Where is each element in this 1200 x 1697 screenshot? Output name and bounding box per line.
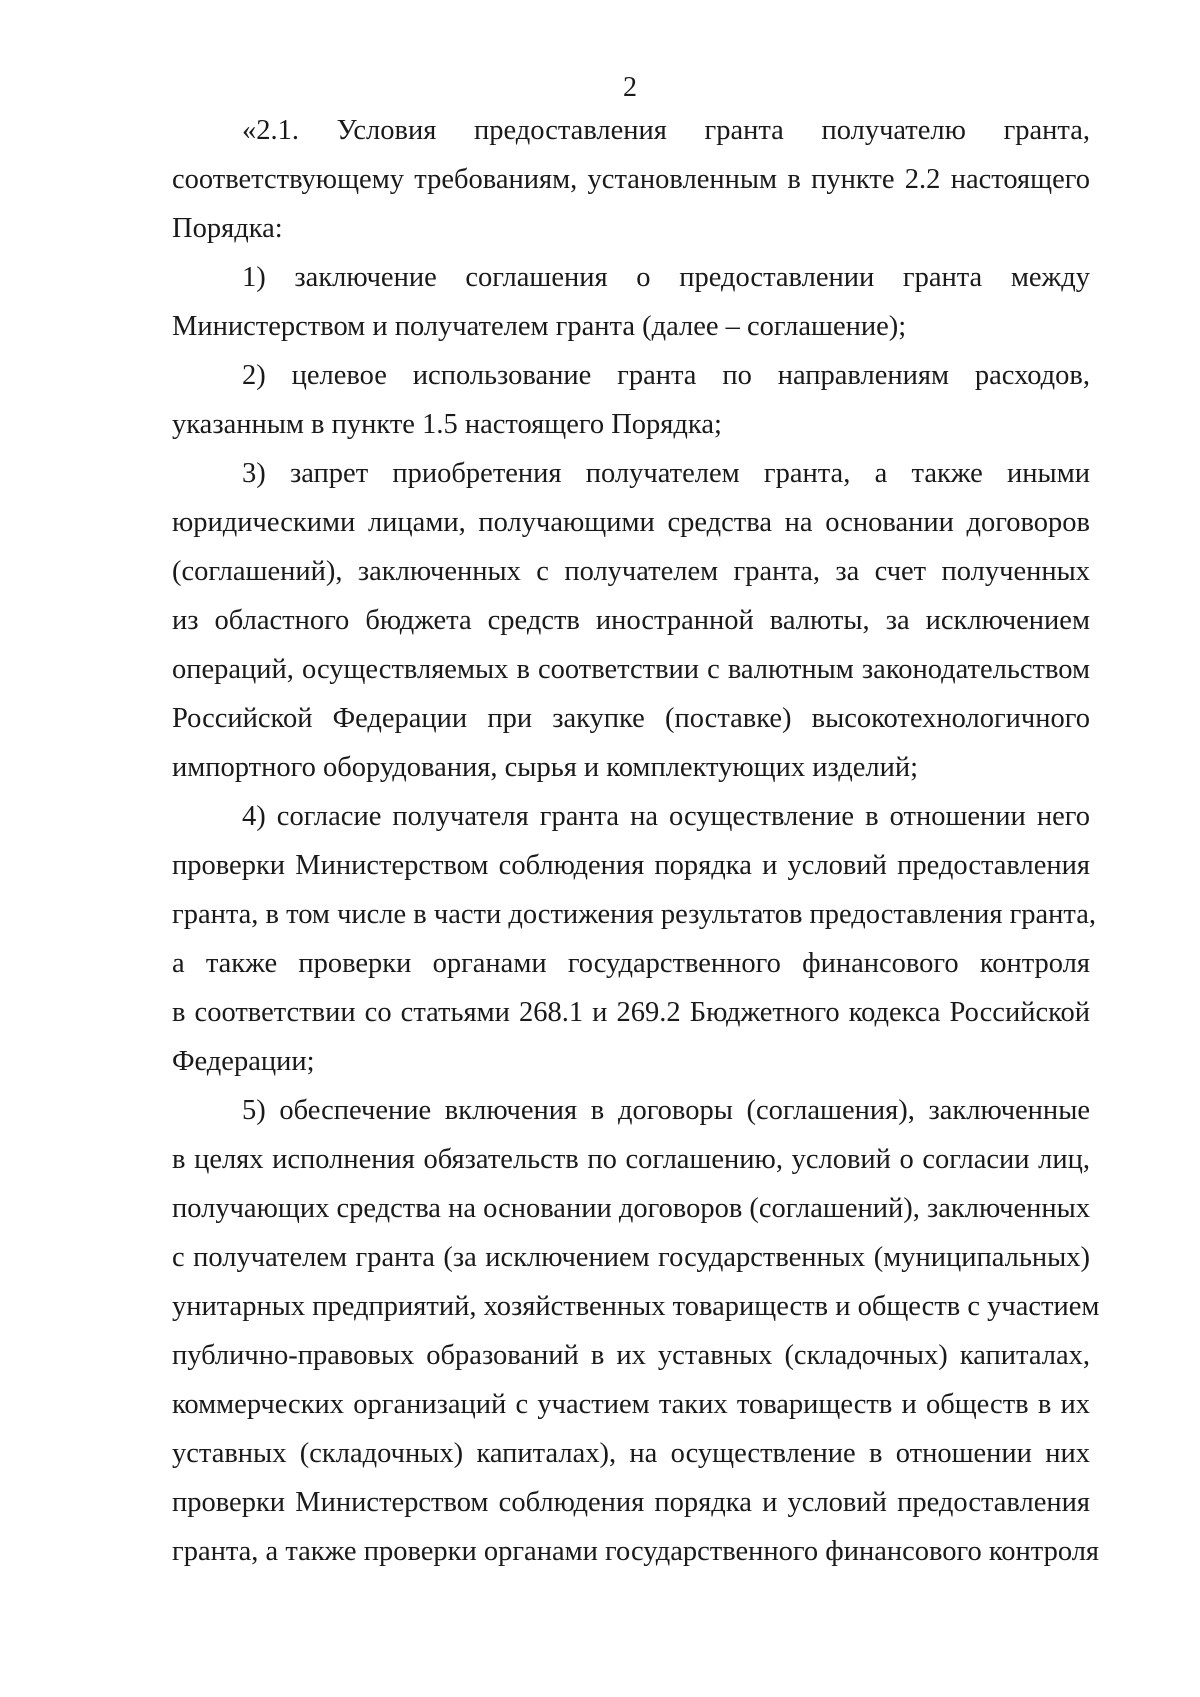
text-line: Министерством и получателем гранта (далее – соглашение); [172, 311, 907, 342]
text-line: а также проверки органами государственного финансового контроля [172, 948, 1090, 979]
text-line: гранта, в том числе в части достижения результатов предоставления гранта, [172, 899, 1096, 930]
document-body [172, 106, 1100, 1576]
text-line: в соответствии со статьями 268.1 и 269.2 Бюджетного кодекса Российской [172, 997, 1090, 1028]
text-line: операций, осуществляемых в соответствии с валютным законодательством [172, 654, 1090, 685]
page-number: 2 [623, 72, 637, 103]
text-line: «2.1. Условия предоставления гранта получателю гранта, [242, 115, 1090, 146]
paragraph [172, 792, 1096, 1086]
text-line: 4) согласие получателя гранта на осуществление в отношении него [242, 801, 1090, 832]
text-line: указанным в пункте 1.5 настоящего Порядка; [172, 409, 722, 440]
paragraph [172, 253, 1090, 351]
text-line: импортного оборудования, сырья и комплектующих изделий; [172, 752, 919, 783]
text-line: 3) запрет приобретения получателем гранта, а также иными [242, 458, 1090, 489]
text-line: Порядка: [172, 213, 283, 244]
paragraph [172, 351, 1090, 449]
text-line: проверки Министерством соблюдения порядка и условий предоставления [172, 1487, 1090, 1518]
text-line: из областного бюджета средств иностранной валюты, за исключением [172, 605, 1090, 636]
text-line: Федерации; [172, 1046, 315, 1077]
text-line: 5) обеспечение включения в договоры (соглашения), заключенные [242, 1095, 1090, 1126]
text-line: с получателем гранта (за исключением государственных (муниципальных) [172, 1242, 1090, 1273]
text-line: соответствующему требованиям, установленным в пункте 2.2 настоящего [172, 164, 1090, 195]
text-line: юридическими лицами, получающими средства на основании договоров [172, 507, 1090, 538]
text-line: 2) целевое использование гранта по направлениям расходов, [242, 360, 1090, 391]
text-line: (соглашений), заключенных с получателем гранта, за счет полученных [172, 556, 1090, 587]
text-line: Российской Федерации при закупке (поставке) высокотехнологичного [172, 703, 1090, 734]
paragraph [172, 1086, 1100, 1576]
text-line: получающих средства на основании договоров (соглашений), заключенных [172, 1193, 1091, 1224]
text-line: в целях исполнения обязательств по соглашению, условий о согласии лиц, [172, 1144, 1090, 1175]
text-line: коммерческих организаций с участием таких товариществ и обществ в их [172, 1389, 1090, 1420]
text-line: проверки Министерством соблюдения порядка и условий предоставления [172, 850, 1090, 881]
text-line: публично-правовых образований в их уставных (складочных) капиталах, [172, 1340, 1090, 1371]
text-line: уставных (складочных) капиталах), на осуществление в отношении них [172, 1438, 1090, 1469]
paragraph [172, 449, 1090, 792]
text-line: 1) заключение соглашения о предоставлении гранта между [242, 262, 1090, 293]
text-line: унитарных предприятий, хозяйственных товариществ и обществ с участием [172, 1291, 1100, 1322]
paragraph [172, 106, 1090, 253]
text-line: гранта, а также проверки органами государственного финансового контроля [172, 1536, 1100, 1567]
